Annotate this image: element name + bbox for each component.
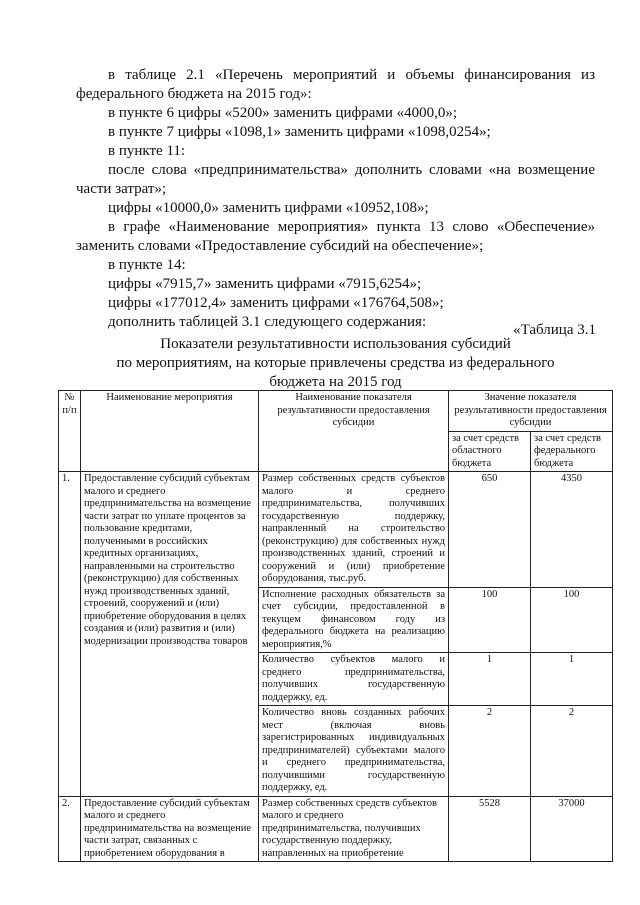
header-indicator: Наименование показателя результативности предоставления субсидии xyxy=(259,391,449,472)
table-row xyxy=(59,796,613,862)
row-num: 2. xyxy=(59,796,81,862)
row-value-regional: 650 xyxy=(449,472,531,588)
paragraph-digits-7915: цифры «7915,7» заменить цифрами «7915,6254»; xyxy=(108,276,422,292)
row-num: 1. xyxy=(59,472,81,797)
paragraph-table-2-1-intro xyxy=(76,66,595,104)
row-value-federal: 37000 xyxy=(531,796,613,862)
row-indicator: Размер собственных средств субъектов малого и среднего предпринимательства, получивших государственную поддержку, направленных на приобретение xyxy=(259,796,449,862)
paragraph-digits-10000: цифры «10000,0» заменить цифрами «10952,108»; xyxy=(108,200,429,216)
row-indicator: Размер собственных средств субъектов малого и среднего предпринимательства, получивших государственную поддержку, направленный на строительство (реконструкцию) для собственных нужд производственных зданий, строений и сооружений и (или) приобретение оборудования, тыс.руб. xyxy=(259,472,449,588)
row-value-regional: 5528 xyxy=(449,796,531,862)
header-num: № п/п xyxy=(59,391,81,472)
row-measure: Предоставление субсидий субъектам малого и среднего предпринимательства на возмещение части затрат по уплате процентов за пользование кредитами, полученными в российских кредитных организациях, направленными на строительство (реконструкцию) для собственных нужд производственных зданий, строений, сооружений и (или) приобретение оборудования в целях создания и (или) развития и (или) модернизации производства товаров xyxy=(81,472,259,797)
paragraph-item-11: в пункте 11: xyxy=(108,143,186,159)
table-title-line-1: Показатели результативности использования субсидий xyxy=(160,336,511,352)
row-measure: Предоставление субсидий субъектам малого и среднего предпринимательства на возмещение части затрат, связанных с приобретением оборудования в xyxy=(81,796,259,862)
row-value-regional: 1 xyxy=(449,653,531,706)
header-measure: Наименование мероприятия xyxy=(81,391,259,472)
table-label: «Таблица 3.1 xyxy=(513,322,596,338)
header-value: Значение показателя результативности предоставления субсидии xyxy=(449,391,613,432)
row-indicator: Исполнение расходных обязательств за счет субсидии, предоставленной в текущем финансовом году из федерального бюджета на реализацию мероприятия,% xyxy=(259,587,449,653)
paragraph-item-6: в пункте 6 цифры «5200» заменить цифрами «4000,0»; xyxy=(108,105,458,121)
paragraph-digits-177012: цифры «177012,4» заменить цифрами «176764,508»; xyxy=(108,295,444,311)
row-value-regional: 100 xyxy=(449,587,531,653)
paragraph-add-table: дополнить таблицей 3.1 следующего содержания: xyxy=(108,314,427,330)
row-value-federal: 4350 xyxy=(531,472,613,588)
paragraph-item-14: в пункте 14: xyxy=(108,257,186,273)
table-header-row xyxy=(59,391,613,432)
header-regional: за счет средств областного бюджета xyxy=(449,431,531,472)
paragraph-after-word: после слова «предпринимательства» дополнить словами «на возмещение части затрат»; xyxy=(76,162,595,197)
table-title-line-3: бюджета на 2015 год xyxy=(269,374,402,390)
table-row xyxy=(59,472,613,588)
header-federal: за счет средств федерального бюджета xyxy=(531,431,613,472)
paragraph-text: в таблице 2.1 «Перечень мероприятий и объемы финансирования из федерального бюджета на 2015 год»: xyxy=(76,67,595,102)
table-title-line-2: по мероприятиям, на которые привлечены средства из федерального xyxy=(116,355,555,371)
row-indicator: Количество вновь созданных рабочих мест (включая вновь зарегистрированных индивидуальных предпринимателей) субъектами малого и среднего предпринимательства, получившими государственную поддержку, ед. xyxy=(259,706,449,797)
row-value-regional: 2 xyxy=(449,706,531,797)
paragraph-item-7: в пункте 7 цифры «1098,1» заменить цифрами «1098,0254»; xyxy=(108,124,491,140)
row-value-federal: 1 xyxy=(531,653,613,706)
row-indicator: Количество субъектов малого и среднего предпринимательства, получивших государственную поддержку, ед. xyxy=(259,653,449,706)
paragraph-item-13: в графе «Наименование мероприятия» пункта 13 слово «Обеспечение» заменить словами «Предоставление субсидий на обеспечение»; xyxy=(76,219,595,254)
row-value-federal: 2 xyxy=(531,706,613,797)
indicators-table xyxy=(58,390,613,862)
row-value-federal: 100 xyxy=(531,587,613,653)
